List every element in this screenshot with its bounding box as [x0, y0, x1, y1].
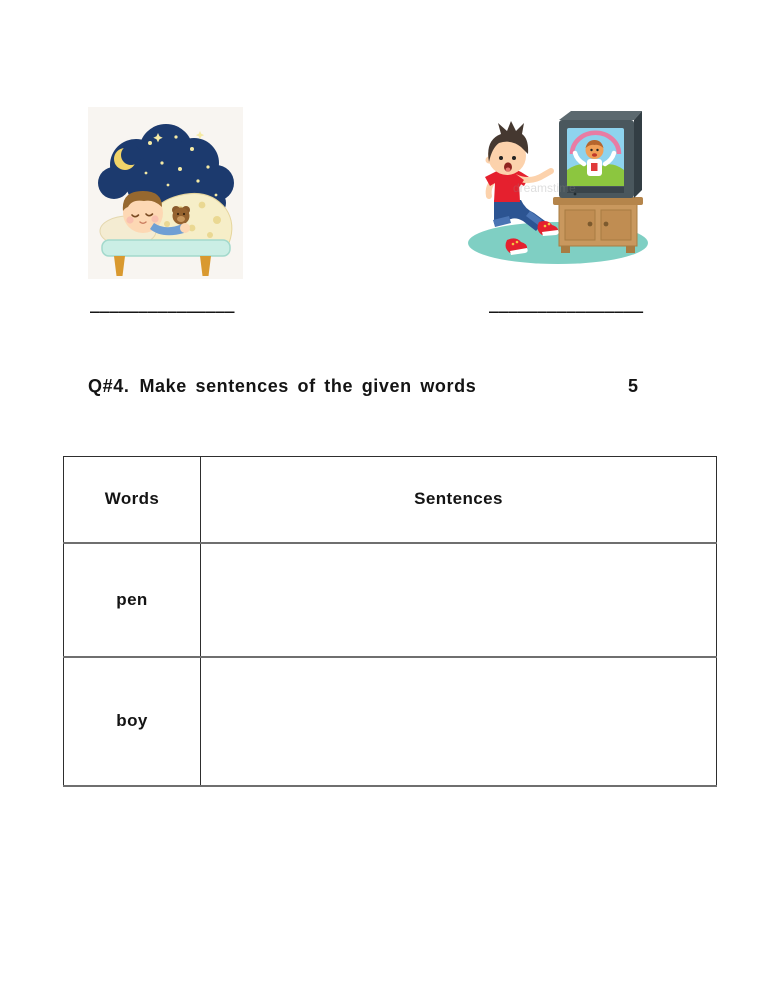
sleeping-child-illustration — [88, 107, 243, 279]
sentence-cell-pen[interactable] — [201, 543, 717, 657]
question-heading — [88, 376, 476, 397]
boy-watching-tv-illustration — [455, 110, 650, 270]
question-text: Make sentences of the given words — [139, 376, 477, 396]
table-header-row — [64, 457, 717, 543]
sentence-cell-boy[interactable] — [201, 657, 717, 786]
table-row — [64, 657, 717, 786]
column-header-sentences: Sentences — [201, 457, 717, 543]
word-cell-boy: boy — [64, 657, 201, 786]
table-row — [64, 543, 717, 657]
words-sentences-table — [63, 456, 717, 787]
sleeping-child-image — [88, 107, 243, 279]
question-marks: 5 — [628, 376, 639, 396]
question-number: Q#4. — [88, 376, 130, 396]
answer-line-watching-tv[interactable]: ________________ — [489, 294, 644, 313]
boy-watching-tv-image — [455, 110, 650, 270]
word-cell-pen: pen — [64, 543, 201, 657]
answer-line-sleeping[interactable]: _______________ — [90, 294, 235, 313]
watermark-text: dreamstime — [513, 181, 576, 195]
tv-stand — [553, 197, 643, 253]
column-header-words: Words — [64, 457, 201, 543]
